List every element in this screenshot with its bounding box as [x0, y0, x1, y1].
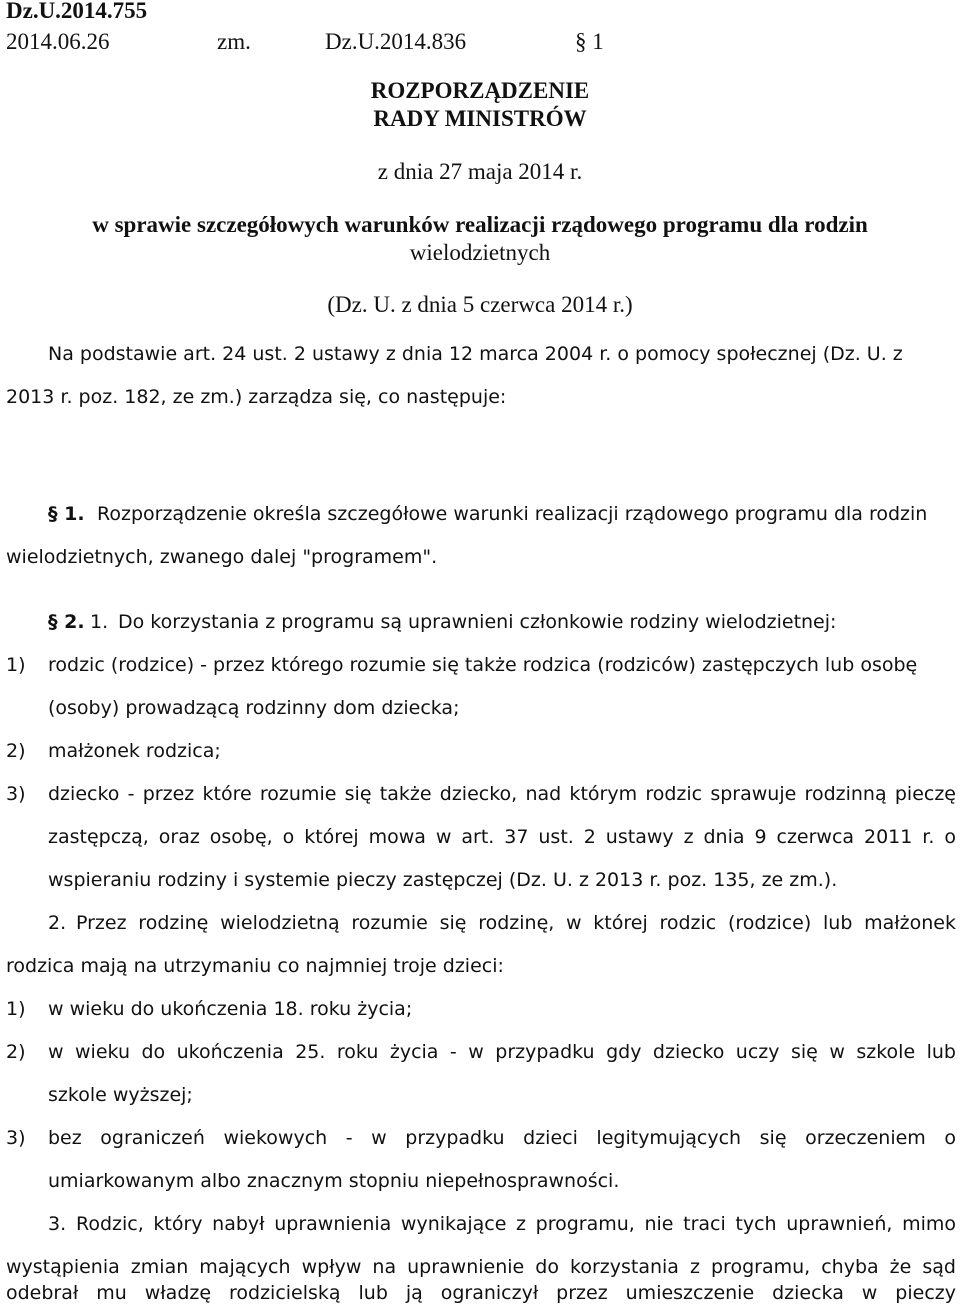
ust-1-item-2-line-1: małżonek rodzica; — [48, 740, 221, 762]
publication-note: (Dz. U. z dnia 5 czerwca 2014 r.) — [327, 292, 633, 317]
ust-2-item-1-line-1: w wieku do ukończenia 18. roku życia; — [48, 998, 413, 1020]
ust-2-item-2-number: 2) — [6, 1041, 26, 1063]
ust-2-line-2: rodzica mają na utrzymaniu co najmniej troje dzieci: — [6, 955, 504, 977]
preamble-line-1: Na podstawie art. 24 ust. 2 ustawy z dnia 12 marca 2004 r. o pomocy społecznej (Dz. U. z — [48, 343, 903, 365]
ust-2-number: 2. — [48, 912, 67, 934]
doc-id: Dz.U.2014.755 — [6, 0, 148, 23]
section-1-line-2: wielodzietnych, zwanego dalej "programem". — [6, 546, 438, 568]
ust-2-item-3-line-1: bez ograniczeń wiekowych - w przypadku dzieci legitymujących się orzeczeniem o — [48, 1127, 956, 1149]
section-2-mark: § 2. — [48, 611, 85, 633]
section-mark: § 1 — [575, 29, 604, 54]
subject-line-1: w sprawie szczegółowych warunków realizacji rządowego programu dla rodzin — [92, 212, 868, 237]
ust-1-item-3-line-2: zastępczą, oraz osobę, o której mowa w art. 37 ust. 2 ustawy z dnia 9 czerwca 2011 r. o — [48, 826, 956, 848]
ust-3-line-1: Rodzic, który nabył uprawnienia wynikające z programu, nie traci tych uprawnień, mimo — [76, 1213, 956, 1235]
ust-1-item-1-number: 1) — [6, 654, 26, 676]
change-label: zm. — [217, 29, 251, 54]
ust-1-text: Do korzystania z programu są uprawnieni członkowie rodziny wielodzietnej: — [118, 611, 837, 633]
ust-1-item-3-line-1: dziecko - przez które rozumie się także dziecko, nad którym rodzic sprawuje rodzinną pieczę — [48, 783, 956, 805]
doc-date: 2014.06.26 — [6, 29, 110, 54]
preamble-line-2: 2013 r. poz. 182, ze zm.) zarządza się, co następuje: — [6, 386, 507, 408]
ust-1-item-1-line-1: rodzic (rodzice) - przez którego rozumie się także rodzica (rodziców) zastępczych lub osobę — [48, 654, 918, 676]
ust-3-number: 3. — [48, 1213, 67, 1235]
amending-act-link[interactable]: Dz.U.2014.836 — [325, 29, 467, 54]
ust-1-item-2-number: 2) — [6, 740, 26, 762]
subject-line-2: wielodzietnych — [409, 240, 551, 265]
ust-2-item-3-line-2: umiarkowanym albo znacznym stopniu niepełnosprawności. — [48, 1170, 620, 1192]
ust-2-item-2-line-2: szkole wyższej; — [48, 1084, 193, 1106]
title-date: z dnia 27 maja 2014 r. — [377, 159, 583, 184]
ust-3-line-2: wystąpienia zmian mających wpływ na uprawnienie do korzystania z programu, chyba że sąd — [6, 1256, 956, 1278]
ust-2-item-3-number: 3) — [6, 1127, 26, 1149]
title-line-2: RADY MINISTRÓW — [373, 106, 587, 131]
ust-3-line-3: odebrał mu władzę rodzicielską lub ją ograniczył przez umieszczenie dziecka w pieczy — [6, 1282, 956, 1304]
ust-1-item-3-number: 3) — [6, 783, 26, 805]
ust-2-item-1-number: 1) — [6, 998, 26, 1020]
section-1-line-1: Rozporządzenie określa szczegółowe warunki realizacji rządowego programu dla rodzin — [97, 503, 928, 525]
ust-1-number: 1. — [90, 611, 109, 633]
section-1-mark: § 1. — [48, 503, 85, 525]
ust-2-line-1: Przez rodzinę wielodzietną rozumie się rodzinę, w której rodzic (rodzice) lub małżonek — [76, 912, 956, 934]
ust-2-item-2-line-1: w wieku do ukończenia 25. roku życia - w przypadku gdy dziecko uczy się w szkole lub — [48, 1041, 956, 1063]
ust-1-item-1-line-2: (osoby) prowadzącą rodzinny dom dziecka; — [48, 697, 460, 719]
ust-1-item-3-line-3: wspieraniu rodziny i systemie pieczy zastępczej (Dz. U. z 2013 r. poz. 135, ze zm.). — [48, 869, 838, 891]
title-line-1: ROZPORZĄDZENIE — [370, 78, 590, 103]
